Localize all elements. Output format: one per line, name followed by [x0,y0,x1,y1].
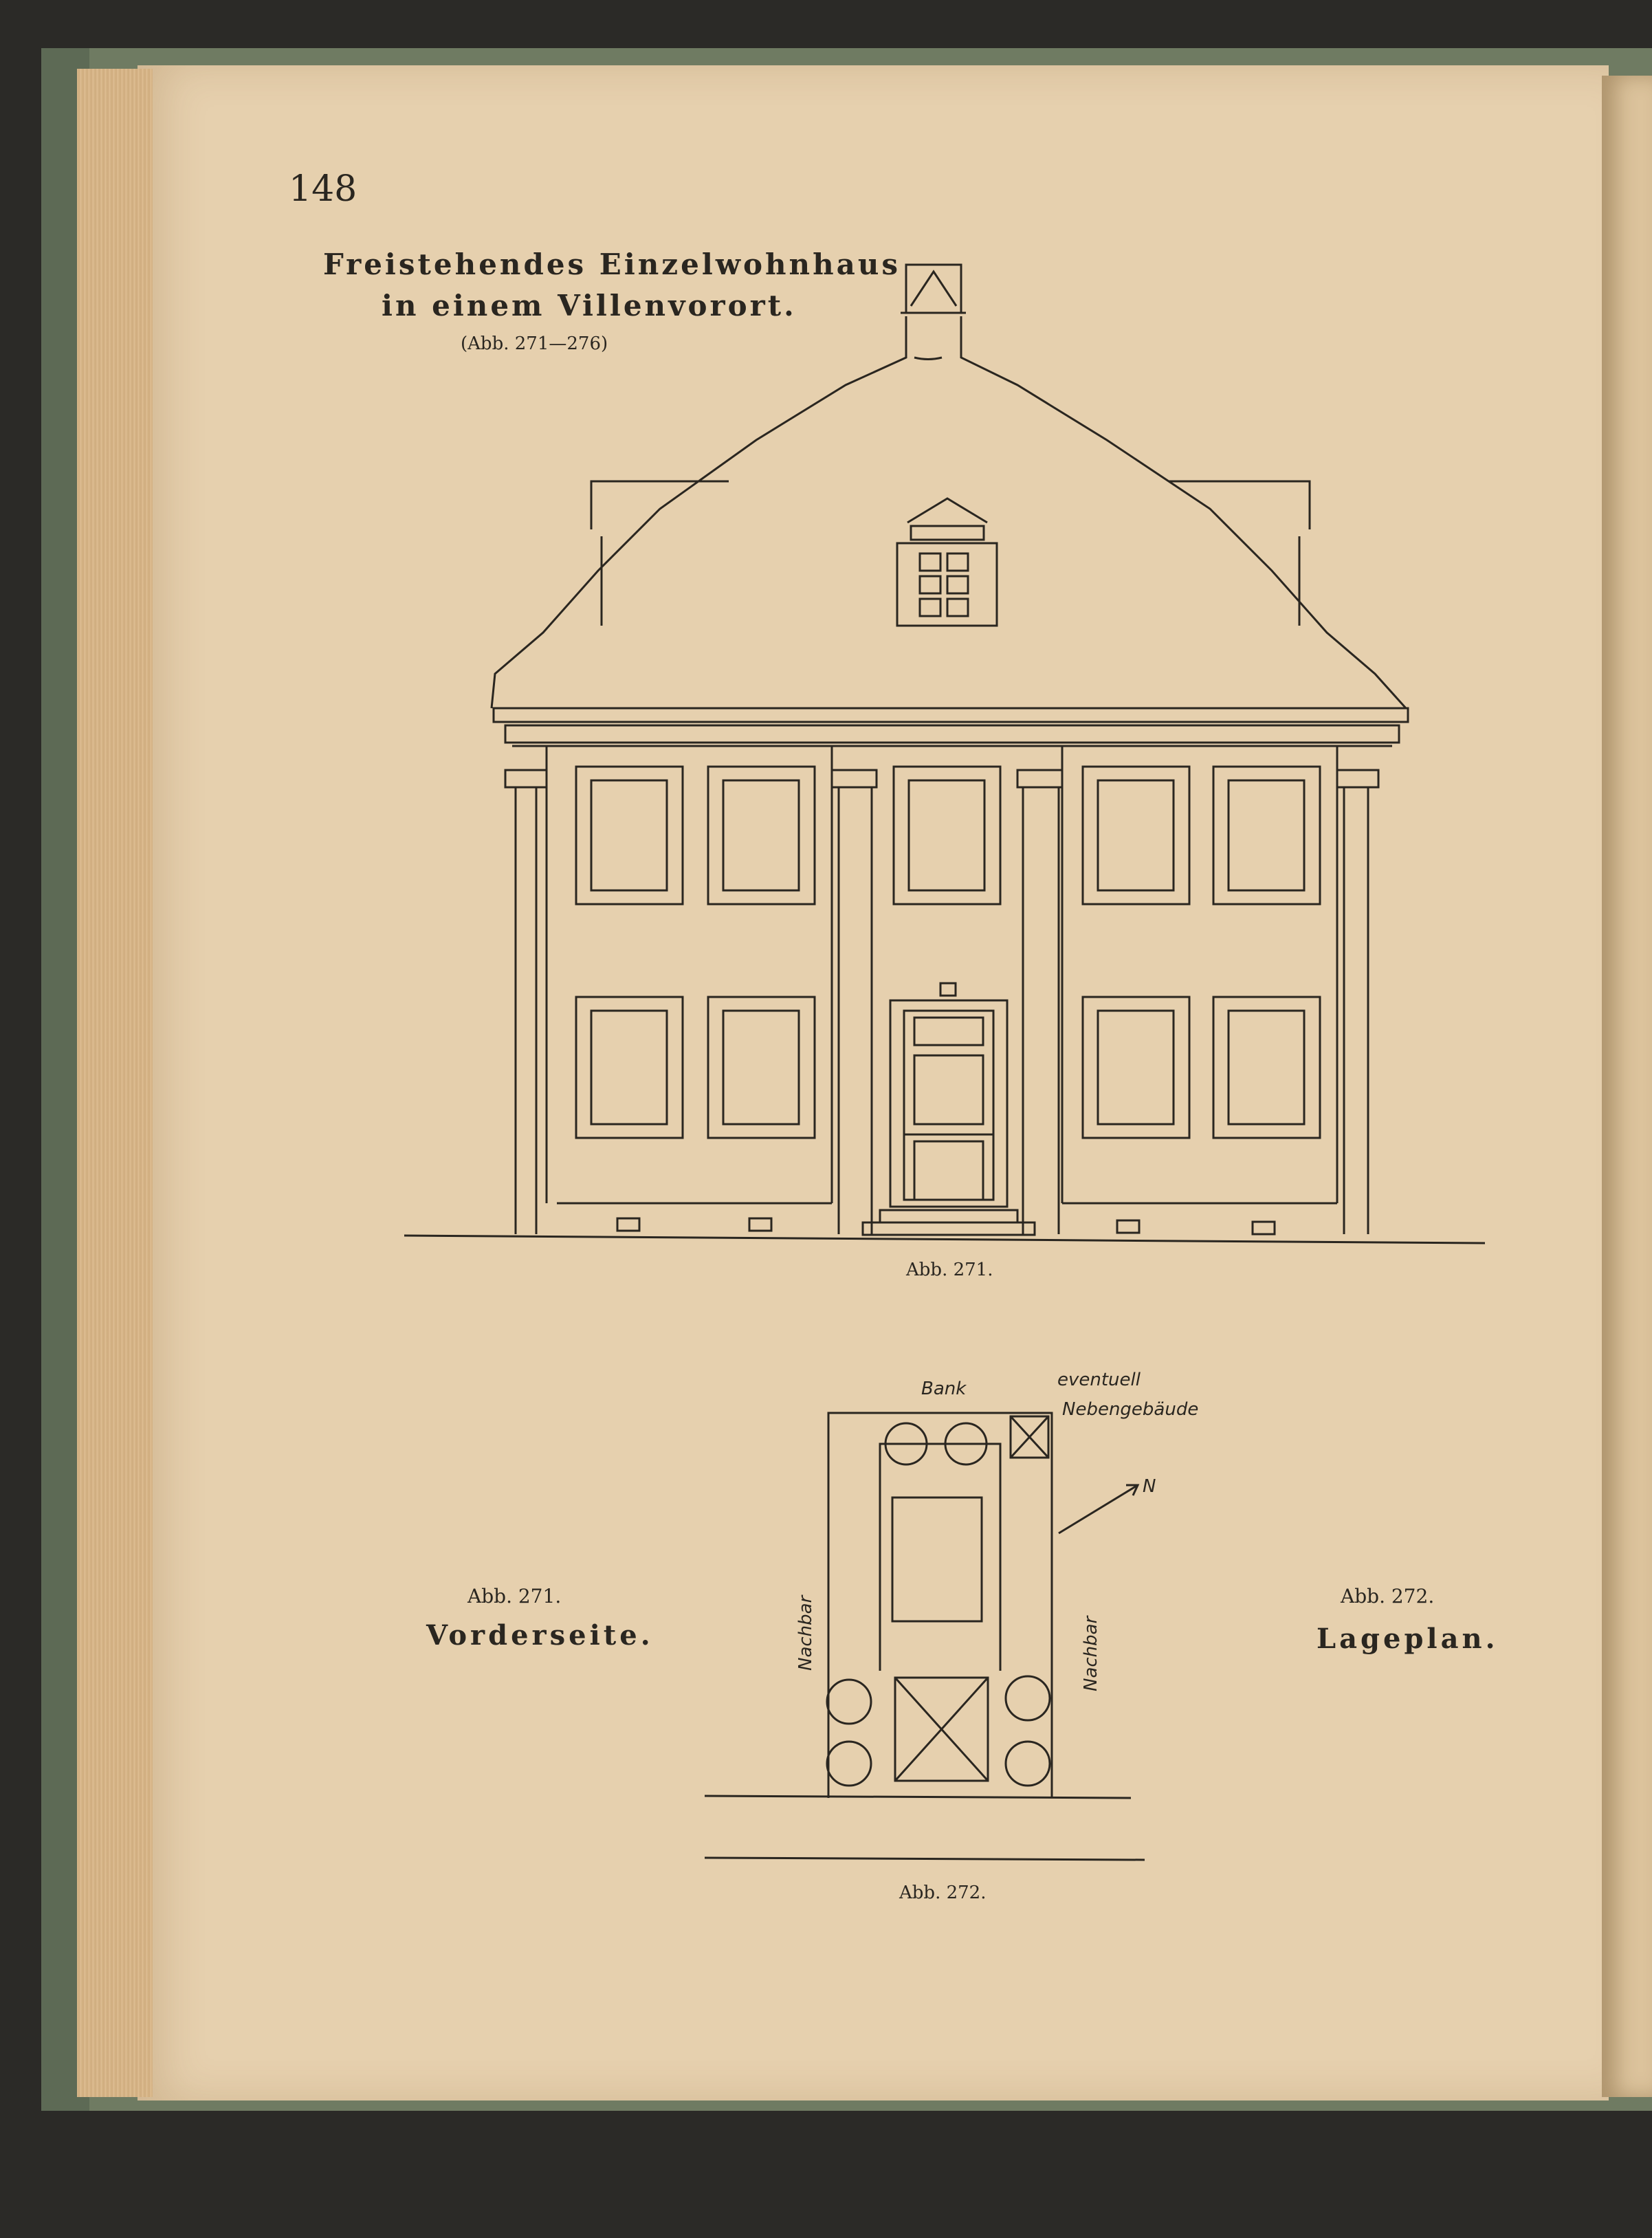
nachbar-left-label: Nachbar [795,1595,816,1671]
figure-272-title: Lageplan. [1317,1623,1499,1655]
figure-272-caption: Abb. 272. [899,1883,987,1903]
page-number: 148 [289,168,357,210]
page-subtitle: in einem Villenvorort. [382,289,797,322]
figure-271-label: Abb. 271. [467,1585,562,1608]
figure-272-label: Abb. 272. [1341,1585,1435,1608]
figure-reference: (Abb. 271—276) [461,333,608,354]
figure-271-caption: Abb. 271. [906,1260,993,1280]
page-title: Freistehendes Einzelwohnhaus [323,248,901,281]
figure-271-title: Vorderseite. [426,1619,654,1652]
north-label: N [1143,1476,1156,1497]
nebengebaeude-label: Nebengebäude [1062,1399,1199,1420]
nachbar-right-label: Nachbar [1081,1616,1101,1691]
eventuell-label: eventuell [1057,1370,1141,1390]
bank-label: Bank [921,1379,967,1399]
